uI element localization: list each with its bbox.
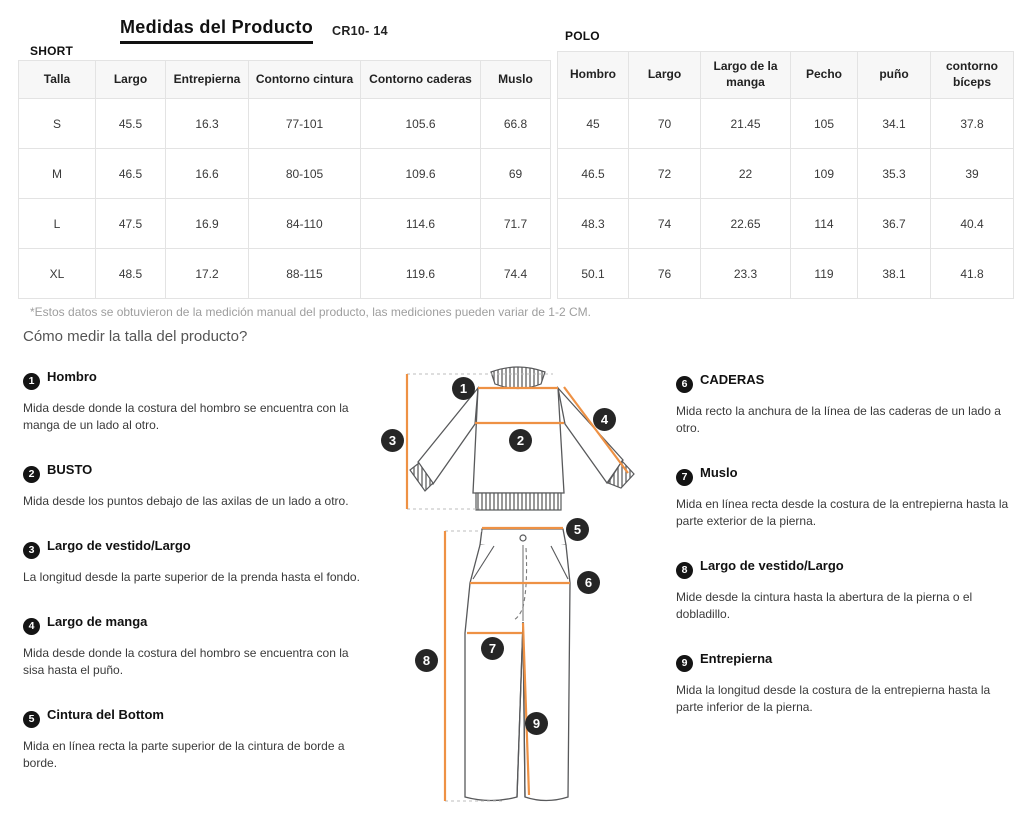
diagram-marker-8: 8 — [415, 649, 438, 672]
step-number-badge: 3 — [23, 542, 40, 559]
cell: 16.3 — [166, 99, 249, 149]
measure-item-muslo — [676, 464, 1014, 530]
table-row — [558, 149, 1014, 199]
step-number-badge: 2 — [23, 466, 40, 483]
cell: 22 — [701, 149, 791, 199]
diagram-marker-2: 2 — [509, 429, 532, 452]
measure-item-title — [676, 464, 1014, 486]
cell: 119.6 — [361, 249, 481, 299]
column-header: Contorno cintura — [249, 61, 361, 99]
diagram-marker-1: 1 — [452, 377, 475, 400]
column-header: Contorno caderas — [361, 61, 481, 99]
column-header: contorno bíceps — [931, 52, 1014, 99]
cell: 45.5 — [96, 99, 166, 149]
cell: 66.8 — [481, 99, 551, 149]
cell: L — [19, 199, 96, 249]
cell: 16.9 — [166, 199, 249, 249]
diagram-marker-5: 5 — [566, 518, 589, 541]
step-number-badge: 4 — [23, 618, 40, 635]
cell: XL — [19, 249, 96, 299]
measure-item-title-text: Cintura del Bottom — [47, 707, 164, 723]
measure-item-desc: Mida desde donde la costura del hombro se encuentra con la manga de un lado al otro. — [23, 401, 349, 433]
cell: 69 — [481, 149, 551, 199]
cell: 23.3 — [701, 249, 791, 299]
table-row — [19, 99, 551, 149]
cell: 46.5 — [96, 149, 166, 199]
column-header: Pecho — [791, 52, 858, 99]
cell: 74 — [629, 199, 701, 249]
column-header: Hombro — [558, 52, 629, 99]
cell: 50.1 — [558, 249, 629, 299]
short-size-table — [18, 60, 551, 299]
cell: 48.5 — [96, 249, 166, 299]
step-number-badge: 7 — [676, 469, 693, 486]
cell: 70 — [629, 99, 701, 149]
cell: S — [19, 99, 96, 149]
measure-item-title-text: Entrepierna — [700, 651, 773, 667]
measure-item-desc: Mida la longitud desde la costura de la entrepierna hasta la parte inferior de la pierna. — [676, 683, 991, 715]
table-row — [19, 249, 551, 299]
polo-size-table — [557, 51, 1014, 299]
cell: 105.6 — [361, 99, 481, 149]
measure-item-title-text: Hombro — [47, 369, 97, 384]
measure-item-desc: Mida en línea recta desde la costura de la entrepierna hasta la parte exterior de la pierna. — [676, 497, 1009, 529]
instructions-left-column — [23, 368, 368, 799]
measure-item-desc: Mide desde la cintura hasta la abertura de la pierna o el dobladillo. — [676, 590, 973, 622]
column-header: Largo — [96, 61, 166, 99]
cell: 17.2 — [166, 249, 249, 299]
cell: 77-101 — [249, 99, 361, 149]
measure-item-largo-vestido — [676, 557, 1014, 623]
table-row — [558, 249, 1014, 299]
page-title: Medidas del Producto — [120, 17, 313, 44]
table-row — [19, 199, 551, 249]
column-header: Largo — [629, 52, 701, 99]
step-number-badge: 1 — [23, 373, 40, 390]
cell: 80-105 — [249, 149, 361, 199]
column-header: Muslo — [481, 61, 551, 99]
short-table-label: SHORT — [30, 44, 73, 58]
cell: 74.4 — [481, 249, 551, 299]
cell: 84-110 — [249, 199, 361, 249]
measure-item-title-text: Muslo — [700, 465, 738, 481]
measure-item-title-text: Largo de manga — [47, 614, 148, 630]
step-number-badge: 6 — [676, 376, 693, 393]
cell: 21.45 — [701, 99, 791, 149]
diagram-marker-6: 6 — [577, 571, 600, 594]
cell: 39 — [931, 149, 1014, 199]
step-number-badge: 5 — [23, 711, 40, 728]
measure-item-title — [676, 650, 1014, 672]
measure-item-title — [676, 371, 1014, 393]
cell: 40.4 — [931, 199, 1014, 249]
measure-item-title-text: Largo de vestido/Largo — [700, 558, 844, 574]
measure-item-title — [23, 706, 368, 728]
measure-item-title-text: Largo de vestido/Largo — [47, 538, 191, 554]
polo-table-label: POLO — [565, 29, 600, 43]
cell: 34.1 — [858, 99, 931, 149]
cell: 48.3 — [558, 199, 629, 249]
product-code: CR10- 14 — [332, 24, 388, 38]
measure-item-title-text: BUSTO — [47, 462, 93, 478]
cell: 76 — [629, 249, 701, 299]
cell: 71.7 — [481, 199, 551, 249]
cell: 22.65 — [701, 199, 791, 249]
cell: 88-115 — [249, 249, 361, 299]
measure-item-title — [23, 613, 368, 635]
measure-item-desc: Mida recto la anchura de la línea de las caderas de un lado a otro. — [676, 404, 1001, 436]
measure-item-busto — [23, 461, 368, 510]
column-header: Entrepierna — [166, 61, 249, 99]
how-to-measure-heading: Cómo medir la talla del producto? — [23, 328, 248, 345]
diagram-marker-4: 4 — [593, 408, 616, 431]
measure-item-largo-manga — [23, 613, 368, 679]
measure-item-desc: Mida en línea recta la parte superior de la cintura de borde a borde. — [23, 739, 345, 771]
cell: 105 — [791, 99, 858, 149]
cell: 37.8 — [931, 99, 1014, 149]
table-header-row — [558, 52, 1014, 99]
measure-item-title — [676, 557, 1014, 579]
column-header: Largo de la manga — [701, 52, 791, 99]
diagram-marker-7: 7 — [481, 637, 504, 660]
cell: 72 — [629, 149, 701, 199]
column-header: puño — [858, 52, 931, 99]
cell: 16.6 — [166, 149, 249, 199]
cell: 41.8 — [931, 249, 1014, 299]
cell: 109.6 — [361, 149, 481, 199]
diagram-marker-9: 9 — [525, 712, 548, 735]
measure-item-title — [23, 368, 368, 390]
measure-item-desc: Mida desde los puntos debajo de las axilas de un lado a otro. — [23, 494, 349, 509]
cell: 46.5 — [558, 149, 629, 199]
measure-item-largo — [23, 537, 368, 586]
measure-item-cintura — [23, 706, 368, 772]
diagram-marker-3: 3 — [381, 429, 404, 452]
instructions-right-column — [676, 371, 1014, 743]
measure-item-title-text: CADERAS — [700, 372, 765, 387]
measure-item-title — [23, 537, 368, 559]
step-number-badge: 8 — [676, 562, 693, 579]
cell: 35.3 — [858, 149, 931, 199]
measurement-disclaimer: *Estos datos se obtuvieron de la medición manual del producto, las mediciones pueden variar de 1-2 CM. — [30, 305, 591, 319]
pants-diagram — [420, 515, 610, 810]
cell: 36.7 — [858, 199, 931, 249]
step-number-badge: 9 — [676, 655, 693, 672]
cell: 109 — [791, 149, 858, 199]
table-row — [558, 99, 1014, 149]
measure-item-caderas — [676, 371, 1014, 437]
cell: 38.1 — [858, 249, 931, 299]
measure-item-title — [23, 461, 368, 483]
measure-item-desc: Mida desde donde la costura del hombro se encuentra con la sisa hasta el puño. — [23, 646, 349, 678]
column-header: Talla — [19, 61, 96, 99]
measure-item-hombro — [23, 368, 368, 434]
cell: M — [19, 149, 96, 199]
measure-item-desc: La longitud desde la parte superior de la prenda hasta el fondo. — [23, 570, 360, 585]
cell: 119 — [791, 249, 858, 299]
cell: 45 — [558, 99, 629, 149]
cell: 114.6 — [361, 199, 481, 249]
cell: 114 — [791, 199, 858, 249]
table-header-row — [19, 61, 551, 99]
table-row — [558, 199, 1014, 249]
cell: 47.5 — [96, 199, 166, 249]
measure-item-entrepierna — [676, 650, 1014, 716]
table-row — [19, 149, 551, 199]
